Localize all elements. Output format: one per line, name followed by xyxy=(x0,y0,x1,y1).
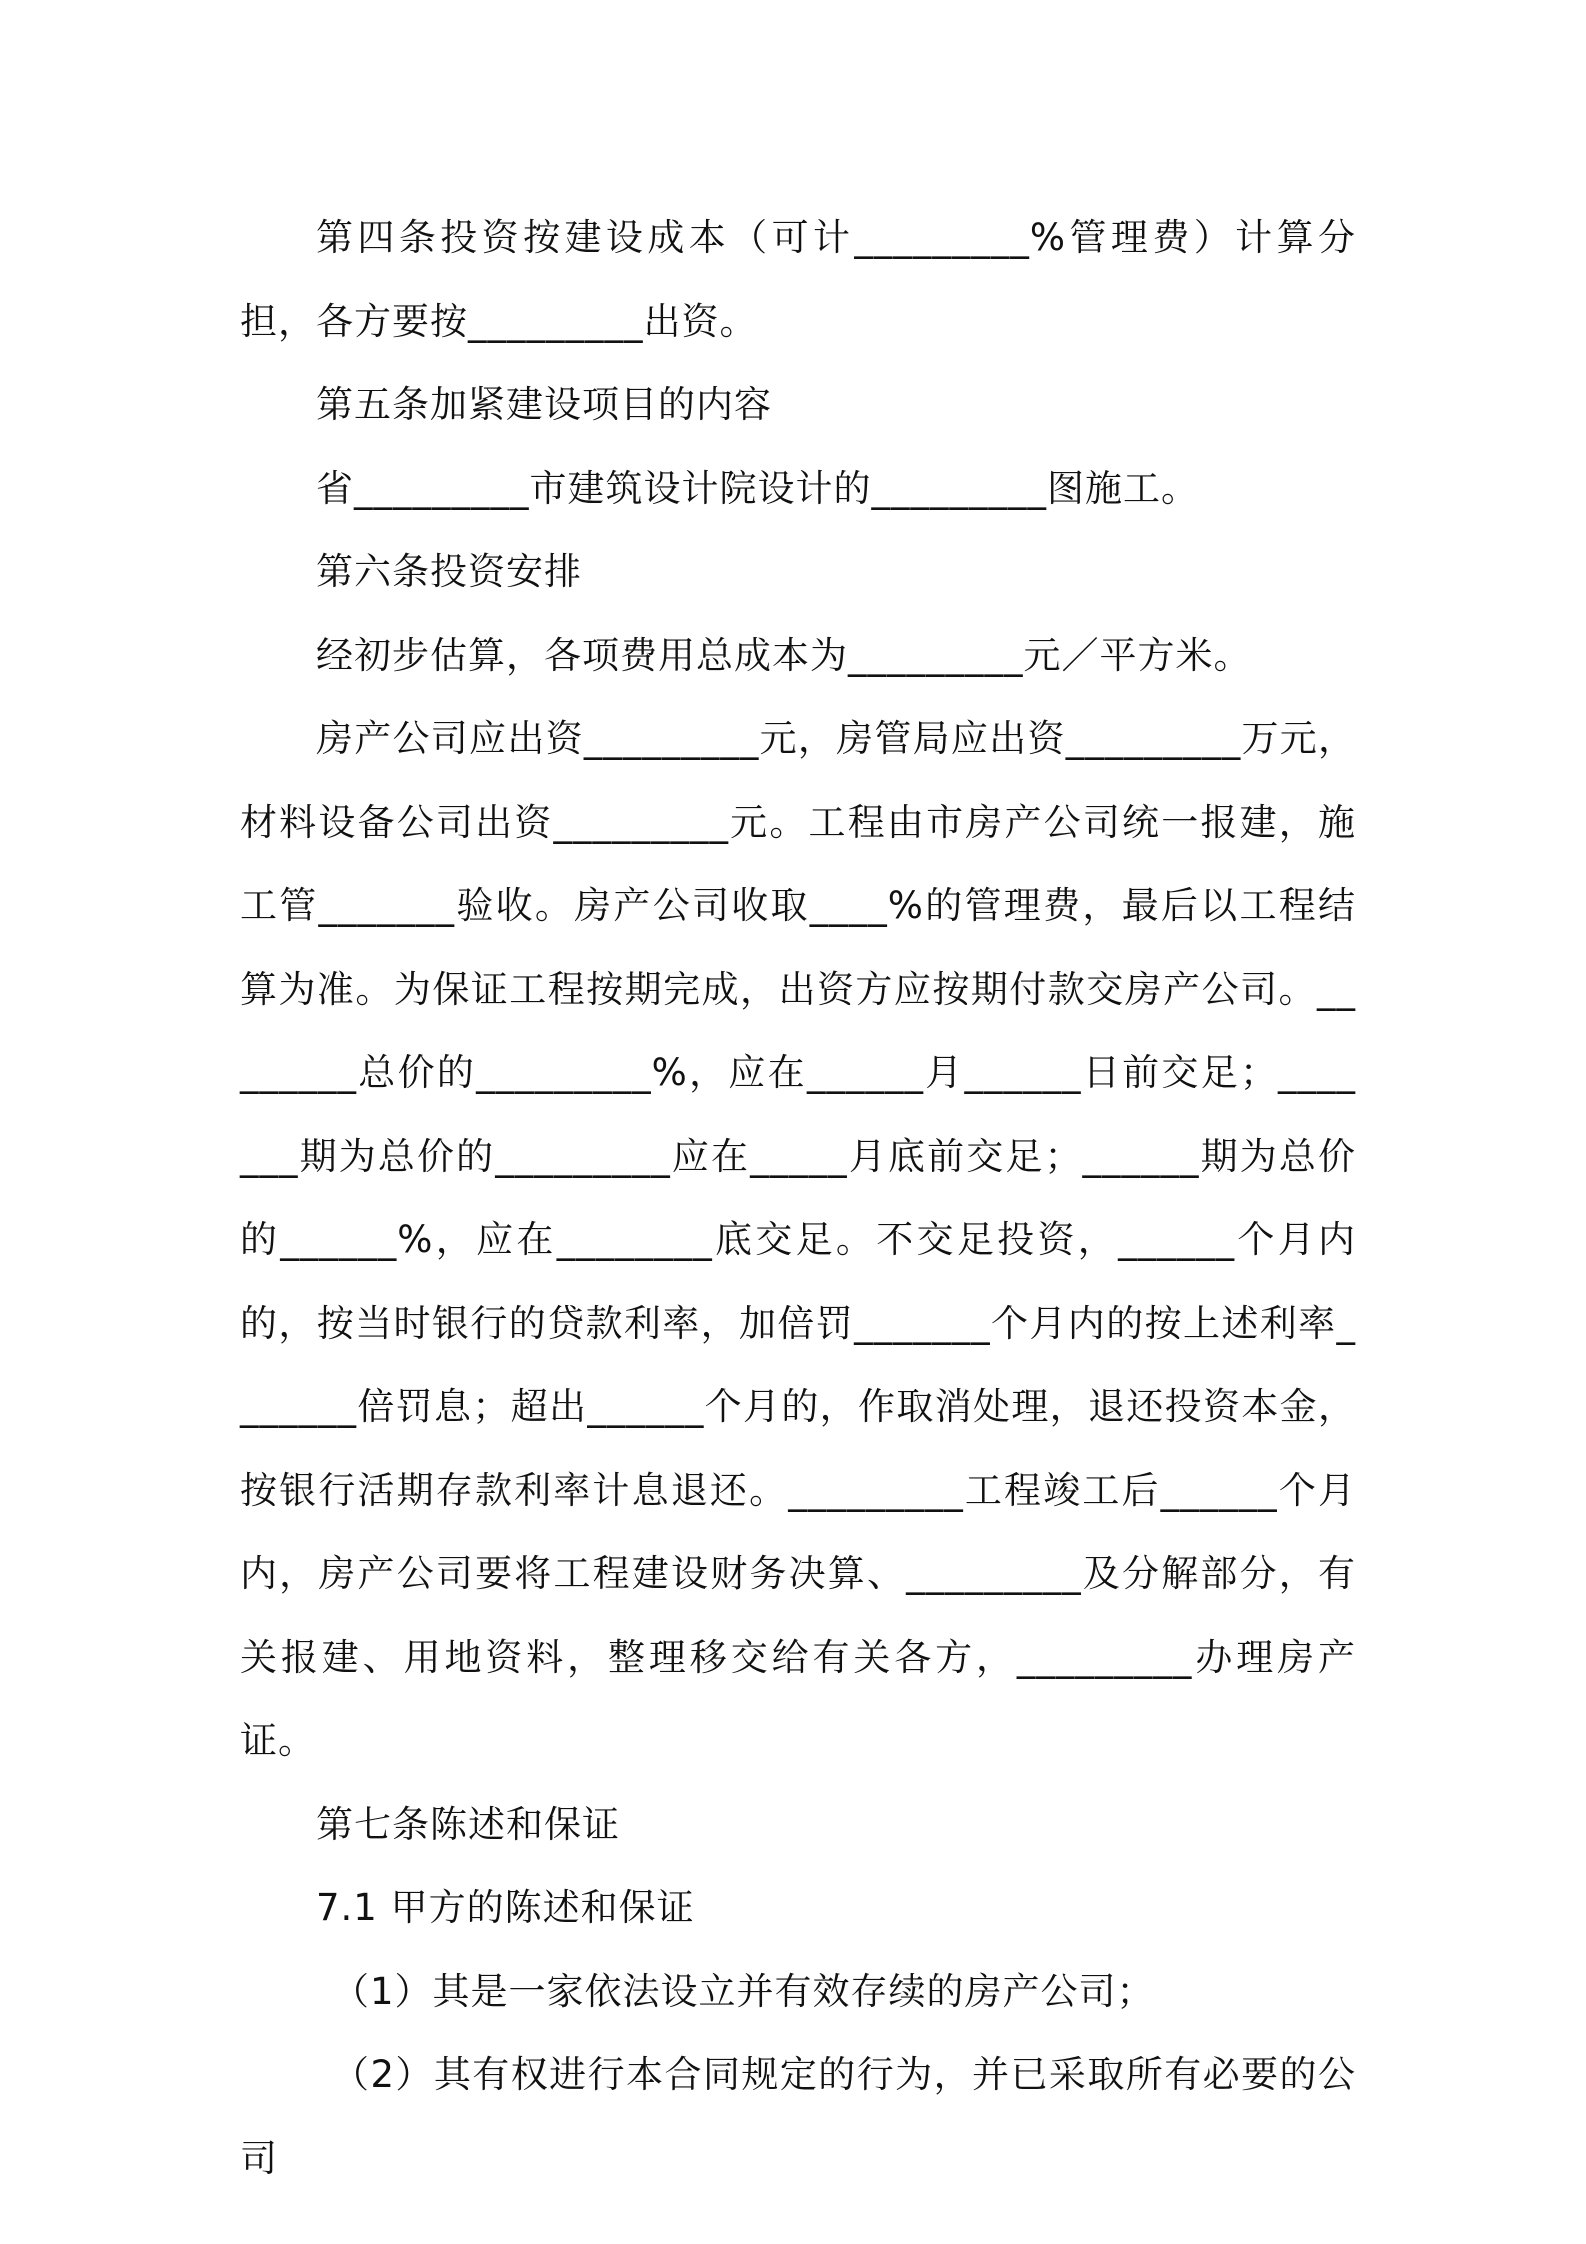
heading-article-7: 第七条陈述和保证 xyxy=(316,1802,620,1846)
list-item-1: （1）其是一家依法设立并有效存续的房产公司； xyxy=(332,1969,1155,2013)
paragraph-investment-arrangement: 房产公司应出资_________元，房管局应出资_________万元，材料设备公司出资_________元。工程由市房产公司统一报建，施工管_______验收。房产公司收取____%的管理费，最后以工程结算为准。为保证工程按期完成，出资方应按期付款交房产公司。________总价的_________%，应在______月______日前交足；_______期为总价的_________应在_____月底前交足；______期为总价的______%，应在________底交足。不交足投资，______个月内的，按当时银行的贷款利率，加倍罚_______个月内的按上述利率_______倍罚息；超出______个月的，作取消处理，退还投资本金，按银行活期存款利率计息退还。_________工程竣工后______个月内，房产公司要将工程建设财务决算、_________及分解部分，有关报建、用地资料，整理移交给有关各方，_________办理房产证。 xyxy=(240,717,1356,1762)
paragraph-article-4: 第四条投资按建设成本（可计_________%管理费）计算分担，各方要按_________出资。 xyxy=(240,216,1356,343)
heading-section-7-1: 7.1 甲方的陈述和保证 xyxy=(316,1886,695,1929)
document-body xyxy=(240,196,1356,2200)
heading-article-6: 第六条投资安排 xyxy=(316,550,582,593)
list-item-2: （2）其有权进行本合同规定的行为，并已采取所有必要的公司 xyxy=(240,2053,1356,2180)
paragraph-article-5-content: 省_________市建筑设计院设计的_________图施工。 xyxy=(316,466,1199,510)
heading-article-5: 第五条加紧建设项目的内容 xyxy=(316,383,772,426)
paragraph-cost-estimate: 经初步估算，各项费用总成本为_________元／平方米。 xyxy=(316,633,1252,677)
